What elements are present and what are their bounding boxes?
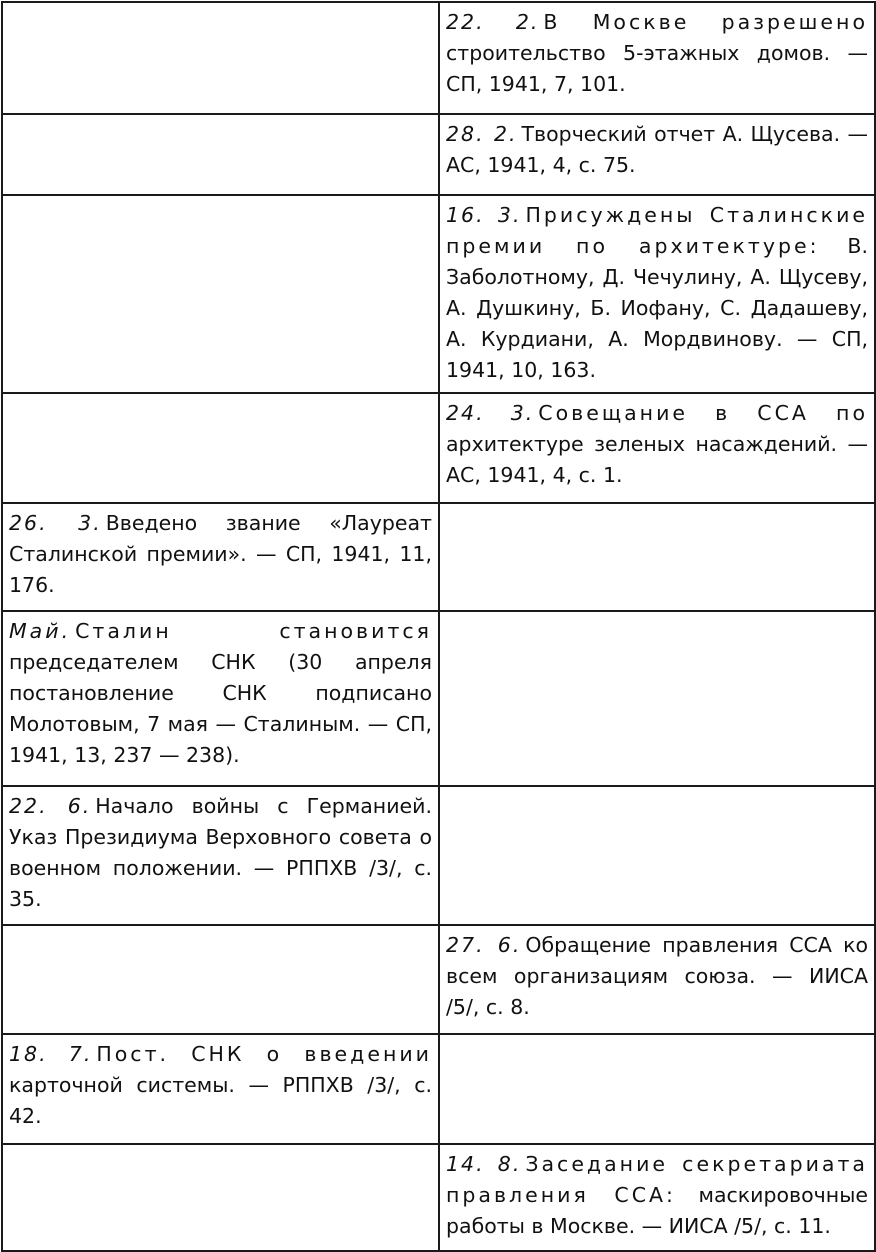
entry-date: 14. 8. <box>446 1152 522 1176</box>
left-cell <box>2 2 439 114</box>
left-cell <box>2 393 439 503</box>
entry-date: 16. 3. <box>446 203 522 227</box>
entry-lead: Сталин становится <box>75 619 432 643</box>
table-row <box>2 393 875 503</box>
entry-text: маскировочные работы в Москве. — ИИСА /5/, с. 11. <box>446 1183 868 1238</box>
entry-lead: Пост. СНК о введении <box>96 1042 432 1066</box>
entry-date: 26. 3. <box>9 511 102 535</box>
right-cell <box>439 925 875 1034</box>
table-row <box>2 786 875 925</box>
entry-date: 27. 6. <box>446 933 522 957</box>
left-cell <box>2 925 439 1034</box>
entry-lead: Заседание секретариата правления ССА: <box>446 1152 868 1207</box>
entry-text: Введено звание «Лауреат Сталинской премии». — СП, 1941, 11, 176. <box>9 511 433 597</box>
left-cell <box>2 1034 439 1144</box>
table-row <box>2 2 875 114</box>
entry-text: Обращение правления ССА ко всем организациям союза. — ИИСА /5/, с. 8. <box>446 933 868 1019</box>
chronology-table <box>1 1 876 1252</box>
right-cell <box>439 1144 875 1251</box>
entry-text: председателем СНК (30 апреля постановление СНК подписано Молотовым, 7 мая — Сталиным. — СП, 1941, 13, 237 — 238). <box>9 650 432 767</box>
left-cell <box>2 1144 439 1251</box>
entry-date: 24. 3. <box>446 401 535 425</box>
table-row <box>2 503 875 611</box>
entry-lead: Присуждены Сталинские премии по архитектуре: <box>446 203 868 258</box>
right-cell <box>439 611 875 786</box>
table-row <box>2 925 875 1034</box>
entry-lead: Совещание в ССА по <box>538 401 868 425</box>
table-row <box>2 611 875 786</box>
left-cell <box>2 503 439 611</box>
entry-date: Май. <box>9 619 72 643</box>
entry-date: 22. 2. <box>446 10 540 34</box>
table-row <box>2 114 875 195</box>
table-row <box>2 1144 875 1251</box>
entry-lead: В Москве разрешено <box>543 10 868 34</box>
left-cell <box>2 786 439 925</box>
left-cell <box>2 195 439 393</box>
right-cell <box>439 2 875 114</box>
left-cell <box>2 611 439 786</box>
entry-text: архитектуре зеленых насаждений. — АС, 1941, 4, с. 1. <box>446 432 868 487</box>
table-row <box>2 1034 875 1144</box>
right-cell <box>439 1034 875 1144</box>
entry-date: 22. 6. <box>9 794 92 818</box>
right-cell <box>439 786 875 925</box>
right-cell <box>439 195 875 393</box>
entry-date: 28. 2. <box>446 122 518 146</box>
entry-text: Начало войны с Германией. Указ Президиума Верховного совета о военном положении. — РППХВ /3/, с. 35. <box>9 794 432 911</box>
left-cell <box>2 114 439 195</box>
table-row <box>2 195 875 393</box>
right-cell <box>439 503 875 611</box>
entry-text: карточной системы. — РППХВ /3/, с. 42. <box>9 1073 432 1128</box>
entry-text: В. Заболотному, Д. Чечулину, А. Щусеву, А. Душкину, Б. Иофану, С. Дадашеву, А. Курдиани, А. Мордвинову. — СП, 1941, 10, 163. <box>446 234 868 382</box>
entry-text: строительство 5-этажных домов. — СП, 1941, 7, 101. <box>446 41 868 96</box>
entry-date: 18. 7. <box>9 1042 93 1066</box>
entry-text: Творческий отчет А. Щусева. — АС, 1941, 4, с. 75. <box>446 122 868 177</box>
right-cell <box>439 114 875 195</box>
right-cell <box>439 393 875 503</box>
chronology-body <box>2 2 875 1251</box>
